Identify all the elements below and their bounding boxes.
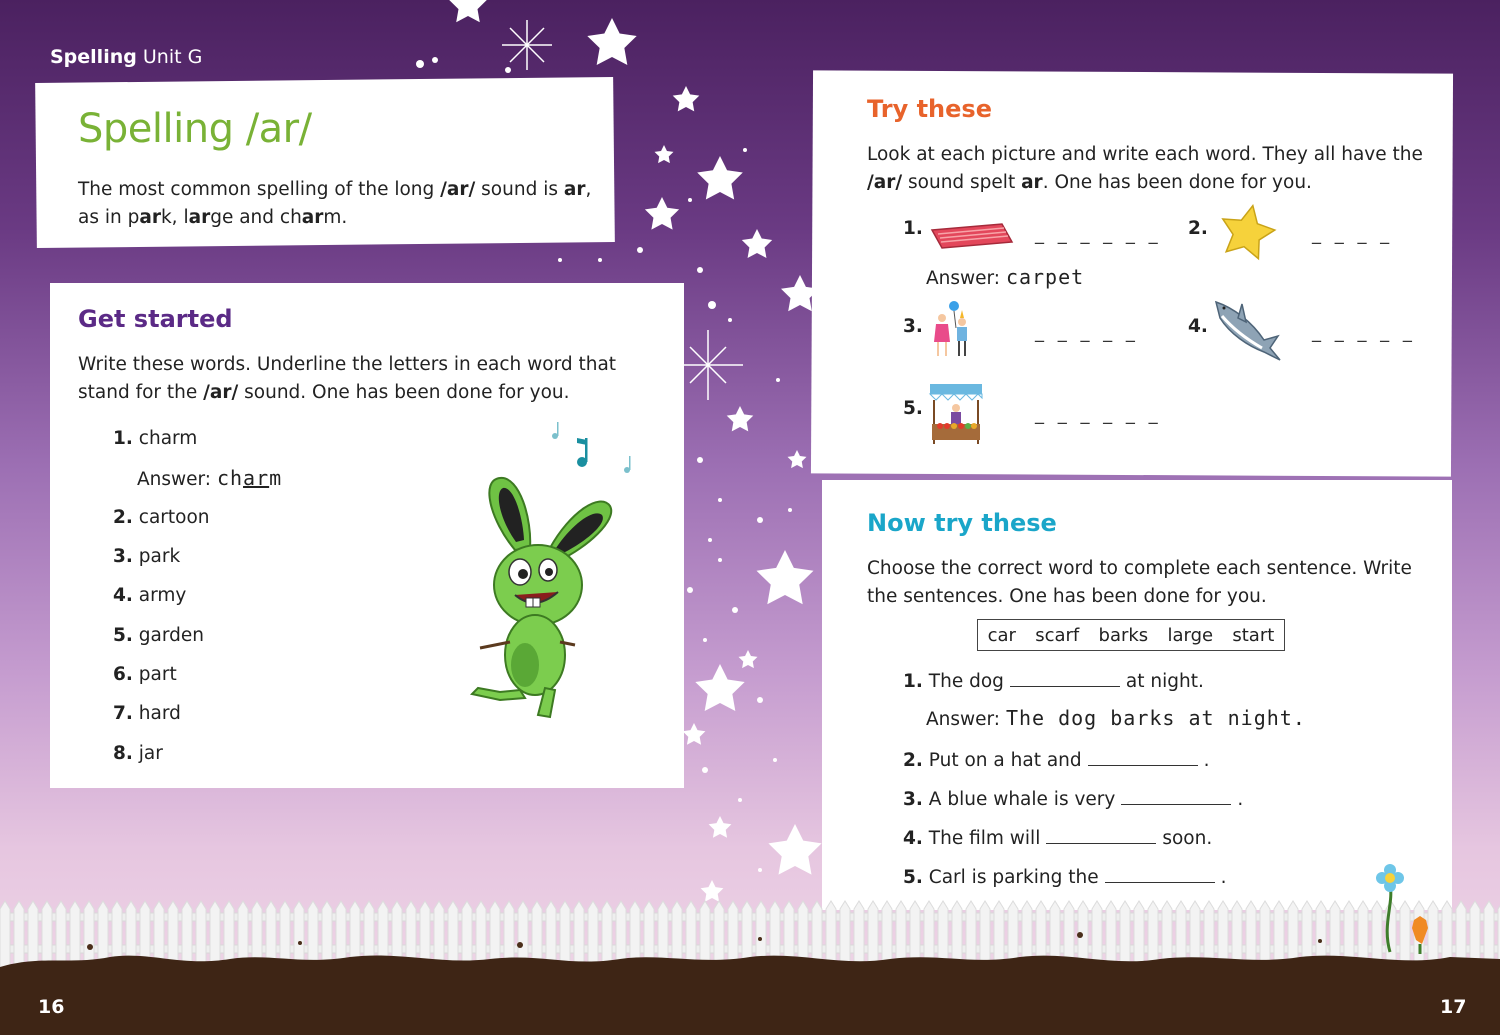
star-icon: [449, 0, 487, 22]
answer-blank-dashes: _ _ _ _ _: [1035, 322, 1139, 343]
star-icon: [695, 664, 744, 711]
music-note-icon: [552, 422, 631, 473]
intro-text: The most common spelling of the long /ar/ sound is ar, as in park, large and charm.: [78, 179, 592, 228]
list-item: 7. hard: [113, 703, 181, 724]
try-these-instructions: Look at each picture and write each word. They all have the /ar/ sound spelt ar. One has been done for you.: [867, 144, 1423, 193]
answer-blank: [1088, 747, 1198, 766]
page-number-left: 16: [38, 996, 65, 1018]
star-icon: [587, 18, 636, 65]
try-these-heading: Try these: [867, 95, 992, 123]
answer-blank: [1121, 786, 1231, 805]
list-item: 5. garden: [113, 625, 205, 646]
word-bank: [977, 619, 1285, 651]
star-icon: [788, 450, 807, 468]
sentence-item: 1. The dog at night.: [903, 668, 1204, 692]
answer-line: Answer: charm: [137, 466, 283, 490]
flower-icon: [1372, 864, 1442, 954]
answer-blank: [1010, 668, 1120, 687]
list-item: 2.: [1188, 218, 1208, 239]
sentence-item: 3. A blue whale is very .: [903, 786, 1243, 810]
star-icon: [697, 156, 743, 199]
market-stall-icon: [926, 380, 986, 446]
star-icon: [727, 406, 754, 431]
star-icon: [739, 650, 758, 668]
star-icon: [768, 824, 821, 875]
word-bank-item: barks: [1098, 624, 1149, 646]
sentence-item: 5. Carl is parking the .: [903, 864, 1226, 888]
list-item: 2. cartoon: [113, 507, 210, 528]
page-title: Spelling /ar/: [78, 106, 312, 152]
word-bank-item: large: [1167, 624, 1214, 646]
word-bank-item: start: [1232, 624, 1275, 646]
star-icon: [645, 197, 679, 230]
list-item: 4.: [1188, 316, 1208, 337]
word-bank-item: car: [987, 624, 1016, 646]
get-started-heading: Get started: [78, 305, 233, 333]
star-icon: [683, 723, 706, 745]
sentence-item: 2. Put on a hat and .: [903, 747, 1210, 771]
answer-line: Answer: The dog barks at night.: [926, 706, 1306, 730]
sparkle-icon: [502, 20, 552, 70]
answer-blank: [1046, 825, 1156, 844]
rabbit-illustration: [460, 420, 640, 720]
now-try-these-heading: Now try these: [867, 509, 1057, 537]
answer-line: Answer: carpet: [926, 265, 1085, 289]
party-children-icon: [924, 298, 980, 362]
fence-picket: [0, 901, 10, 975]
subject-label: Spelling: [50, 46, 137, 68]
music-note-icon: [577, 438, 588, 467]
get-started-instructions: Write these words. Underline the letters in each word that stand for the /ar/ sound. One has been done for you.: [78, 354, 617, 403]
shark-icon: [1212, 296, 1284, 364]
star-icon: [742, 229, 772, 258]
fence-and-soil: [0, 895, 1500, 1035]
list-item: 8. jar: [113, 743, 163, 764]
answer-blank-dashes: _ _ _ _ _ _: [1035, 404, 1162, 425]
list-item: 1. charm: [113, 428, 198, 449]
list-item: 1.: [903, 218, 923, 239]
list-item: 3. park: [113, 546, 181, 567]
answer-blank-dashes: _ _ _ _: [1312, 224, 1394, 245]
unit-header: [50, 46, 202, 68]
star-icon: [655, 145, 674, 163]
page-number-right: 17: [1440, 996, 1467, 1018]
list-item: 5.: [903, 398, 923, 419]
star-picture-icon: [1214, 202, 1280, 264]
answer-blank-dashes: _ _ _ _ _ _: [1035, 224, 1162, 245]
now-try-these-instructions: Choose the correct word to complete each sentence. Write the sentences. One has been done for you.: [867, 558, 1412, 607]
list-item: 6. part: [113, 664, 177, 685]
sentence-item: 4. The film will soon.: [903, 825, 1212, 849]
list-item: 3.: [903, 316, 923, 337]
star-icon: [757, 550, 814, 604]
word-bank-item: scarf: [1035, 624, 1080, 646]
list-item: 4. army: [113, 585, 187, 606]
answer-blank: [1105, 864, 1215, 883]
answer-blank-dashes: _ _ _ _ _: [1312, 322, 1416, 343]
carpet-icon: [928, 220, 1016, 250]
star-icon: [709, 816, 732, 838]
unit-label: Unit G: [142, 46, 203, 68]
star-icon: [673, 86, 700, 111]
